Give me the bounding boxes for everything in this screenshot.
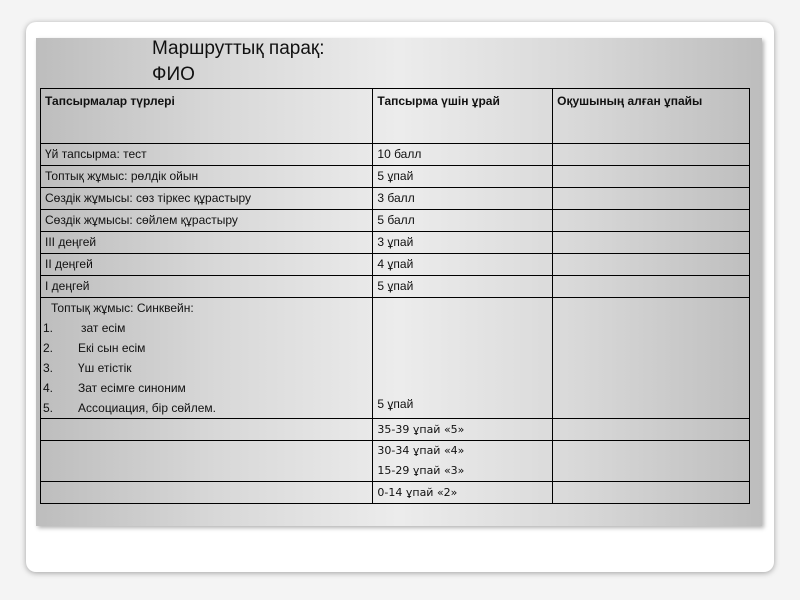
list-item: 2. Екі сын есім [43, 341, 146, 355]
table-row [41, 210, 750, 232]
grade-5: 35-39 ұпай «5» [377, 423, 465, 436]
task-cell: Үй тапсырма: тест [41, 144, 373, 166]
grade-row [41, 419, 750, 441]
sinkvein-cell [41, 298, 373, 419]
list-item: 1. зат есім [43, 321, 126, 335]
task-cell: І деңгей [41, 276, 373, 298]
list-item: 5. Ассоциация, бір сөйлем. [43, 401, 216, 415]
student-score-cell[interactable] [553, 166, 750, 188]
task-cell: ІІІ деңгей [41, 232, 373, 254]
task-cell: Сөздік жұмысы: сөйлем құрастыру [41, 210, 373, 232]
student-score-cell[interactable] [553, 210, 750, 232]
student-score-cell[interactable] [553, 254, 750, 276]
header-task-types: Тапсырмалар түрлері [41, 89, 373, 144]
student-score-cell[interactable] [553, 232, 750, 254]
student-score-cell[interactable] [553, 419, 750, 441]
score-cell: 5 ұпай [373, 166, 553, 188]
student-score-cell[interactable] [553, 441, 750, 482]
page-title [152, 36, 325, 88]
sinkvein-title: Топтық жұмыс: Синквейн: [51, 301, 194, 315]
title-line-2: ФИО [152, 64, 195, 85]
task-cell: ІІ деңгей [41, 254, 373, 276]
blank-cell [41, 441, 373, 482]
grade-row [41, 482, 750, 504]
score-cell: 3 балл [373, 188, 553, 210]
grade-row [41, 441, 750, 482]
student-score-cell[interactable] [553, 298, 750, 419]
sinkvein-list [45, 318, 368, 418]
student-score-cell[interactable] [553, 144, 750, 166]
score-cell [373, 298, 553, 419]
table-row [41, 144, 750, 166]
table-header-row [41, 89, 750, 144]
score-cell: 10 балл [373, 144, 553, 166]
student-score-cell[interactable] [553, 188, 750, 210]
blank-cell [41, 482, 373, 504]
header-task-score: Тапсырма үшін ұрай [373, 89, 553, 144]
task-cell: Сөздік жұмысы: сөз тіркес құрастыру [41, 188, 373, 210]
table-row [41, 276, 750, 298]
grade-2: 0-14 ұпай «2» [377, 486, 458, 499]
table-row [41, 166, 750, 188]
list-item: 4. Зат есімге синоним [43, 381, 186, 395]
title-line-1: Маршруттық парақ: [152, 38, 325, 59]
blank-cell [41, 419, 373, 441]
grade-4: 30-34 ұпай «4» [377, 444, 465, 457]
grade-3: 15-29 ұпай «3» [377, 464, 465, 477]
table-row [41, 232, 750, 254]
grade-cell [373, 482, 553, 504]
sinkvein-score: 5 ұпай [377, 397, 414, 411]
score-cell: 5 ұпай [373, 276, 553, 298]
task-cell: Топтық жұмыс: рөлдік ойын [41, 166, 373, 188]
grade-cell [373, 441, 553, 482]
score-cell: 3 ұпай [373, 232, 553, 254]
sinkvein-row [41, 298, 750, 419]
table-row [41, 188, 750, 210]
table-row [41, 254, 750, 276]
student-score-cell[interactable] [553, 482, 750, 504]
score-cell: 4 ұпай [373, 254, 553, 276]
student-score-cell[interactable] [553, 276, 750, 298]
grade-cell [373, 419, 553, 441]
list-item: 3. Үш етістік [43, 361, 132, 375]
route-table [40, 88, 750, 504]
header-student-score: Оқушының алған ұпайы [553, 89, 750, 144]
score-cell: 5 балл [373, 210, 553, 232]
